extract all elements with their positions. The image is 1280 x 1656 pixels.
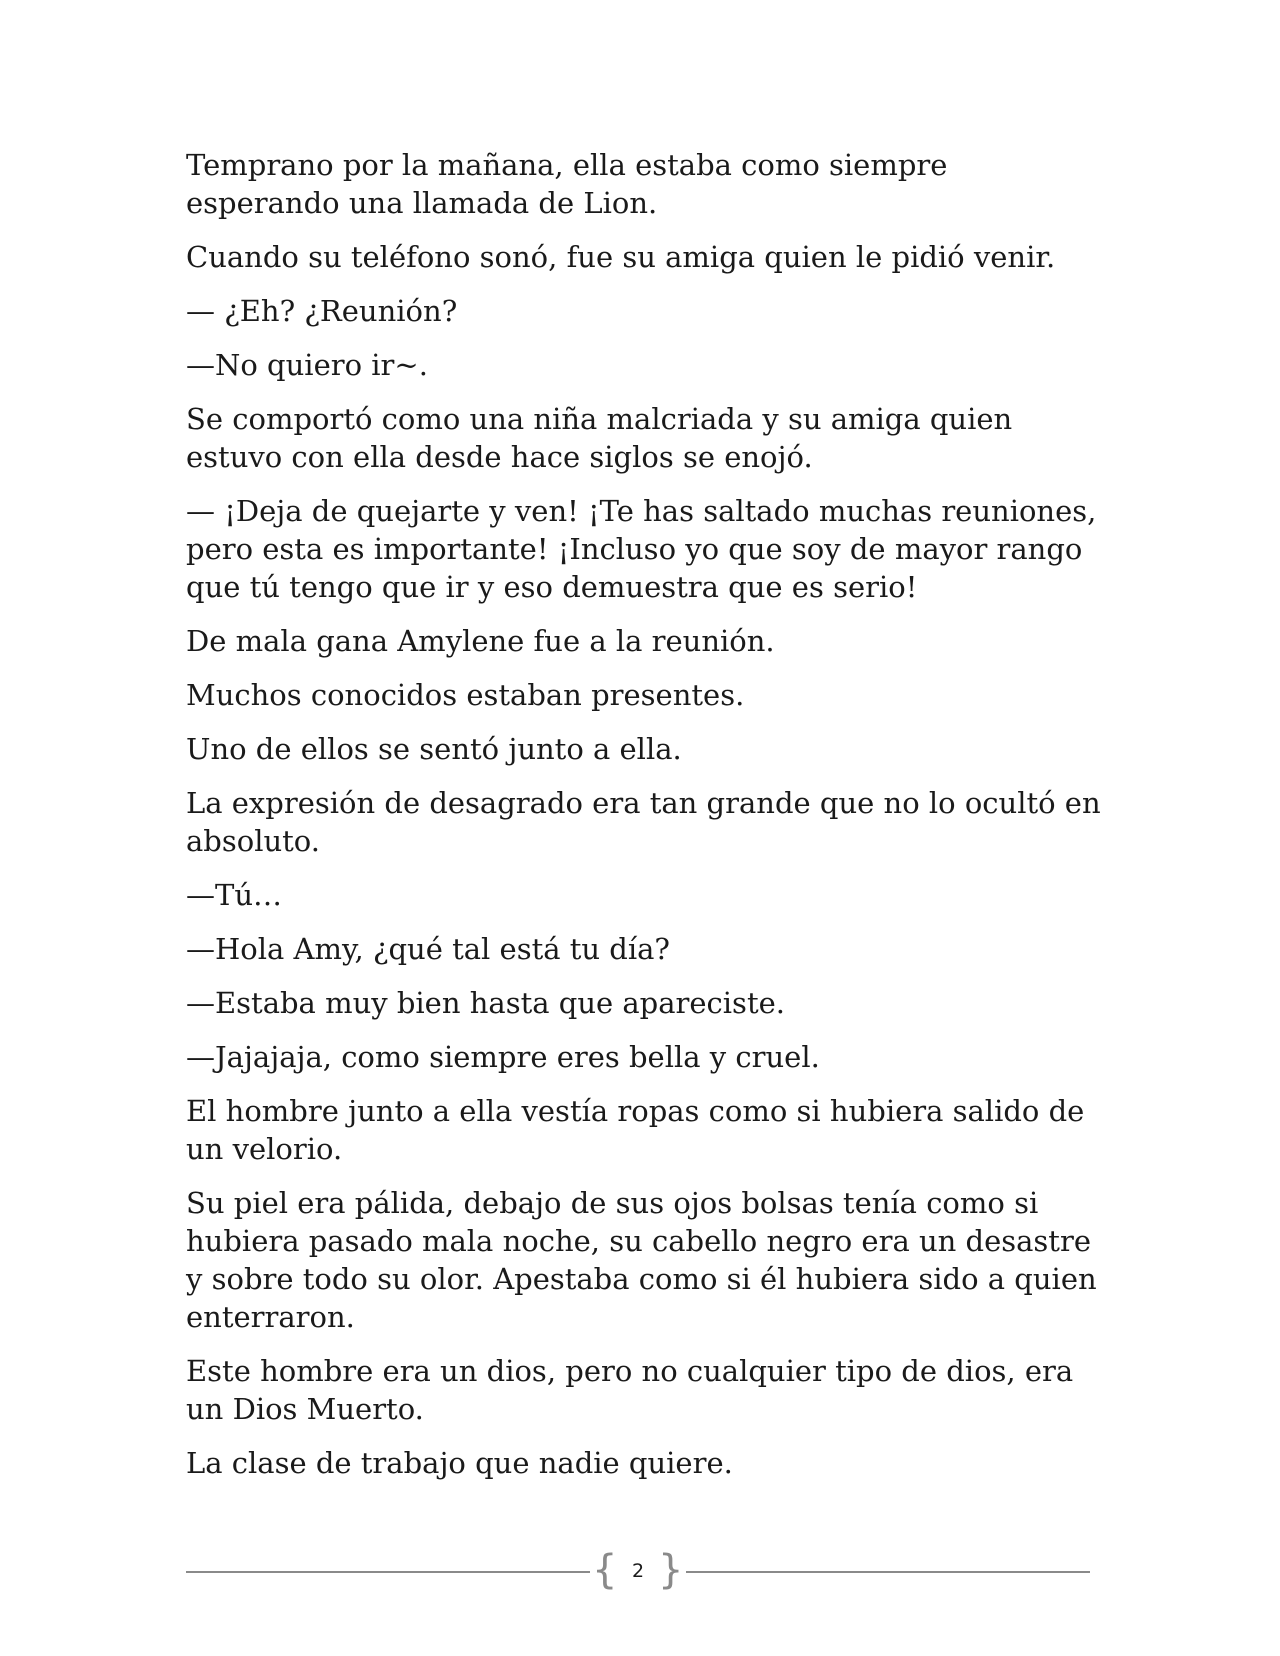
- body-text: [186, 146, 1106, 1498]
- paragraph: Se comportó como una niña malcriada y su amiga quien estuvo con ella desde hace siglos se enojó.: [186, 402, 1013, 474]
- paragraph: —Jajajaja, como siempre eres bella y cruel.: [186, 1040, 820, 1074]
- paragraph: Cuando su teléfono sonó, fue su amiga quien le pidió venir.: [186, 240, 1056, 274]
- footer-rule-left: [186, 1571, 590, 1573]
- paragraph: Muchos conocidos estaban presentes.: [186, 678, 745, 712]
- paragraph: La expresión de desagrado era tan grande que no lo ocultó en absoluto.: [186, 786, 1101, 858]
- page-number: 2: [631, 1560, 645, 1582]
- footer-rule-right: [686, 1571, 1090, 1573]
- paragraph: La clase de trabajo que nadie quiere.: [186, 1446, 733, 1480]
- paragraph: El hombre junto a ella vestía ropas como si hubiera salido de un velorio.: [186, 1094, 1085, 1166]
- paragraph: Este hombre era un dios, pero no cualquier tipo de dios, era un Dios Muerto.: [186, 1354, 1074, 1426]
- footer-bracket-open: {: [592, 1547, 618, 1593]
- paragraph: —Tú…: [186, 878, 283, 912]
- paragraph: Su piel era pálida, debajo de sus ojos bolsas tenía como si hubiera pasado mala noche, su cabello negro era un desastre y sobre todo su olor. Apestaba como si él hubiera sido a quien enterraron.: [186, 1186, 1097, 1334]
- paragraph: Temprano por la mañana, ella estaba como siempre esperando una llamada de Lion.: [186, 148, 948, 220]
- paragraph: — ¿Eh? ¿Reunión?: [186, 294, 458, 328]
- footer-bracket-close: }: [658, 1547, 684, 1593]
- paragraph: —Estaba muy bien hasta que apareciste.: [186, 986, 785, 1020]
- paragraph: Uno de ellos se sentó junto a ella.: [186, 732, 682, 766]
- page-footer: [186, 1548, 1090, 1596]
- paragraph: De mala gana Amylene fue a la reunión.: [186, 624, 775, 658]
- paragraph: —Hola Amy, ¿qué tal está tu día?: [186, 932, 670, 966]
- paragraph: — ¡Deja de quejarte y ven! ¡Te has saltado muchas reuniones, pero esta es importante! ¡Incluso yo que soy de mayor rango que tú tengo que ir y eso demuestra que es serio!: [186, 494, 1097, 604]
- paragraph: —No quiero ir~.: [186, 348, 428, 382]
